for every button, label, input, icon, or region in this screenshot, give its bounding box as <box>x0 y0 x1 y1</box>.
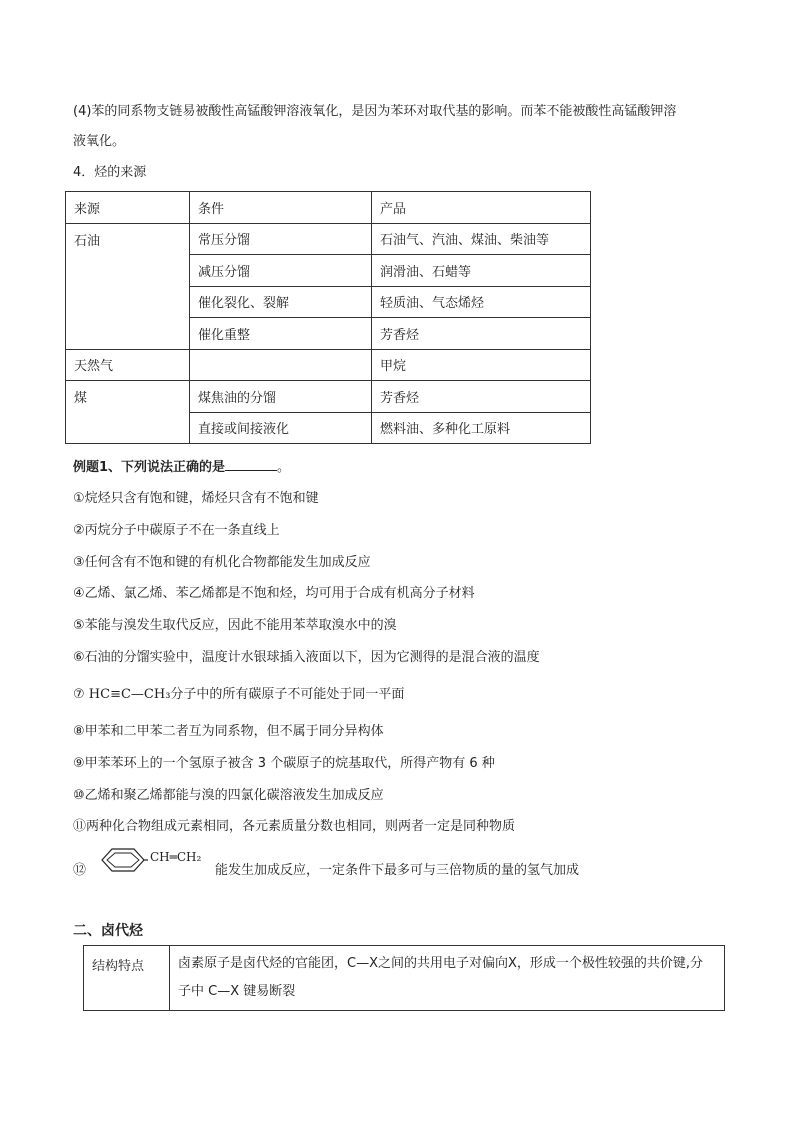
table-cell-condition: 催化重整 <box>190 318 372 350</box>
list-item: ⑧甲苯和二甲苯二者互为同系物，但不属于同分异构体 <box>73 724 384 739</box>
list-item-7 <box>73 686 404 704</box>
table-header-row <box>66 192 591 224</box>
list-item: ①烷烃只含有饱和键，烯烃只含有不饱和键 <box>73 491 319 506</box>
list-item: ⑩乙烯和聚乙烯都能与溴的四氯化碳溶液发生加成反应 <box>73 788 384 803</box>
table-cell-product: 润滑油、石蜡等 <box>372 255 591 287</box>
answer-blank <box>225 458 277 471</box>
propyne-formula: HC≡C—CH₃ <box>88 687 171 702</box>
section-2-heading: 二、卤代烃 <box>73 923 143 939</box>
table-cell-condition: 煤焦油的分馏 <box>190 381 372 413</box>
hydrocarbon-source-table <box>65 191 591 444</box>
list-item: ④乙烯、氯乙烯、苯乙烯都是不饱和烃，均可用于合成有机高分子材料 <box>73 586 475 601</box>
list-item: ⑥石油的分馏实验中，温度计水银球插入液面以下，因为它测得的是混合液的温度 <box>73 650 540 665</box>
table-cell-condition: 减压分馏 <box>190 255 372 287</box>
table-cell-product: 燃料油、多种化工原料 <box>372 412 591 444</box>
table-cell-product: 轻质油、气态烯烃 <box>372 286 591 318</box>
list-item: ③任何含有不饱和键的有机化合物都能发生加成反应 <box>73 555 371 570</box>
table-row <box>66 381 591 413</box>
haloalkane-table <box>83 945 725 1011</box>
section-4-heading: 4．烃的来源 <box>73 165 147 180</box>
table-cell-product: 石油气、汽油、煤油、柴油等 <box>372 223 591 255</box>
list-item: ⑨甲苯苯环上的一个氢原子被含 3 个碳原子的烷基取代，所得产物有 6 种 <box>73 756 495 771</box>
example-title-end: 。 <box>277 460 291 475</box>
table-cell-condition: 常压分馏 <box>190 223 372 255</box>
table-cell-source: 煤 <box>66 381 190 444</box>
table-header-product: 产品 <box>372 192 591 224</box>
list-item: ⑪两种化合物组成元素相同，各元素质量分数也相同，则两者一定是同种物质 <box>73 819 516 834</box>
benzene-ring-icon <box>90 845 148 875</box>
structure-label: 结构特点 <box>84 946 170 1011</box>
table-header-condition: 条件 <box>190 192 372 224</box>
list-item: ⑤苯能与溴发生取代反应，因此不能用苯萃取溴水中的溴 <box>73 618 397 633</box>
table-cell-condition <box>190 349 372 381</box>
paragraph-4-line2: 液氧化。 <box>73 134 126 149</box>
list-item-12-number: ⑫ <box>73 863 87 878</box>
table-cell-source: 天然气 <box>66 349 190 381</box>
example-title <box>73 458 290 477</box>
list-item: ②丙烷分子中碳原子不在一条直线上 <box>73 523 280 538</box>
table-cell-product: 芳香烃 <box>372 381 591 413</box>
item-7-number: ⑦ <box>73 687 85 702</box>
vinyl-group-formula: CH═CH₂ <box>150 850 202 864</box>
table-row <box>66 223 591 255</box>
table-cell-product: 芳香烃 <box>372 318 591 350</box>
table-cell-source: 石油 <box>66 223 190 349</box>
table-cell-condition: 直接或间接液化 <box>190 412 372 444</box>
item-7-text: 分子中的所有碳原子不可能处于同一平面 <box>170 687 405 702</box>
table-row <box>66 349 591 381</box>
structure-description: 卤素原子是卤代烃的官能团，C—X之间的共用电子对偏向X，形成一个极性较强的共价键,分子中 C—X 键易断裂 <box>170 946 725 1011</box>
paragraph-4-line1: (4)苯的同系物支链易被酸性高锰酸钾溶液氧化，是因为苯环对取代基的影响。而苯不能被酸性高锰酸钾溶 <box>73 104 677 119</box>
table-header-source: 来源 <box>66 192 190 224</box>
table-cell-condition: 催化裂化、裂解 <box>190 286 372 318</box>
table-row <box>84 946 725 1011</box>
item-12-text: 能发生加成反应，一定条件下最多可与三倍物质的量的氢气加成 <box>215 863 580 878</box>
example-title-text: 例题1、下列说法正确的是 <box>73 460 226 475</box>
table-cell-product: 甲烷 <box>372 349 591 381</box>
